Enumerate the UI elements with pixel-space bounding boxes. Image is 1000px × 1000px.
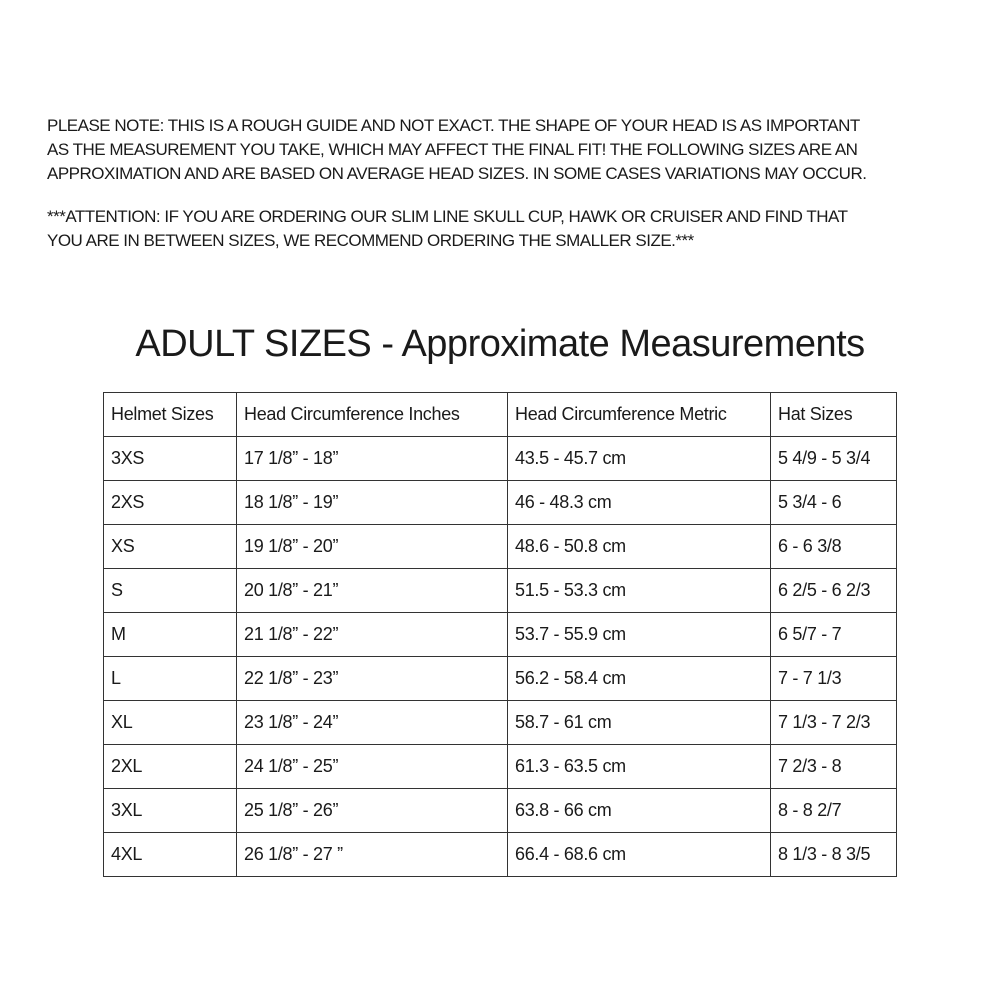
cell-metric: 58.7 - 61 cm xyxy=(508,701,771,745)
cell-metric: 56.2 - 58.4 cm xyxy=(508,657,771,701)
cell-inches: 25 1/8” - 26” xyxy=(237,789,508,833)
cell-inches: 22 1/8” - 23” xyxy=(237,657,508,701)
cell-hat-size: 8 1/3 - 8 3/5 xyxy=(771,833,897,877)
cell-helmet-size: XS xyxy=(104,525,237,569)
cell-helmet-size: M xyxy=(104,613,237,657)
cell-hat-size: 7 2/3 - 8 xyxy=(771,745,897,789)
cell-metric: 46 - 48.3 cm xyxy=(508,481,771,525)
table-row xyxy=(104,789,897,833)
table-row xyxy=(104,745,897,789)
cell-helmet-size: 2XS xyxy=(104,481,237,525)
cell-hat-size: 5 3/4 - 6 xyxy=(771,481,897,525)
cell-hat-size: 6 5/7 - 7 xyxy=(771,613,897,657)
cell-metric: 66.4 - 68.6 cm xyxy=(508,833,771,877)
cell-helmet-size: L xyxy=(104,657,237,701)
cell-hat-size: 5 4/9 - 5 3/4 xyxy=(771,437,897,481)
cell-inches: 26 1/8” - 27 ” xyxy=(237,833,508,877)
header-hat-sizes: Hat Sizes xyxy=(771,393,897,437)
table-header-row xyxy=(104,393,897,437)
table-row xyxy=(104,437,897,481)
note-line: PLEASE NOTE: THIS IS A ROUGH GUIDE AND NOT EXACT. THE SHAPE OF YOUR HEAD IS AS IMPORTANT xyxy=(47,116,860,135)
table-row xyxy=(104,833,897,877)
table-row xyxy=(104,525,897,569)
header-head-circumference-metric: Head Circumference Metric xyxy=(508,393,771,437)
note-line: YOU ARE IN BETWEEN SIZES, WE RECOMMEND ORDERING THE SMALLER SIZE.*** xyxy=(47,231,694,250)
attention-note xyxy=(47,205,967,253)
cell-metric: 48.6 - 50.8 cm xyxy=(508,525,771,569)
cell-inches: 17 1/8” - 18” xyxy=(237,437,508,481)
table-row xyxy=(104,481,897,525)
cell-metric: 61.3 - 63.5 cm xyxy=(508,745,771,789)
table-row xyxy=(104,657,897,701)
cell-metric: 43.5 - 45.7 cm xyxy=(508,437,771,481)
cell-helmet-size: S xyxy=(104,569,237,613)
cell-helmet-size: XL xyxy=(104,701,237,745)
size-chart-table xyxy=(103,392,897,877)
cell-helmet-size: 3XS xyxy=(104,437,237,481)
cell-hat-size: 6 - 6 3/8 xyxy=(771,525,897,569)
cell-inches: 19 1/8” - 20” xyxy=(237,525,508,569)
fit-disclaimer-note xyxy=(47,114,967,186)
cell-helmet-size: 2XL xyxy=(104,745,237,789)
cell-hat-size: 7 1/3 - 7 2/3 xyxy=(771,701,897,745)
note-line: APPROXIMATION AND ARE BASED ON AVERAGE HEAD SIZES. IN SOME CASES VARIATIONS MAY OCCUR. xyxy=(47,164,867,183)
cell-helmet-size: 3XL xyxy=(104,789,237,833)
cell-metric: 53.7 - 55.9 cm xyxy=(508,613,771,657)
cell-helmet-size: 4XL xyxy=(104,833,237,877)
table-row xyxy=(104,701,897,745)
header-helmet-sizes: Helmet Sizes xyxy=(104,393,237,437)
table-row xyxy=(104,613,897,657)
size-chart-title: ADULT SIZES - Approximate Measurements xyxy=(135,323,865,365)
cell-inches: 20 1/8” - 21” xyxy=(237,569,508,613)
cell-inches: 18 1/8” - 19” xyxy=(237,481,508,525)
cell-hat-size: 6 2/5 - 6 2/3 xyxy=(771,569,897,613)
cell-inches: 21 1/8” - 22” xyxy=(237,613,508,657)
cell-hat-size: 7 - 7 1/3 xyxy=(771,657,897,701)
cell-hat-size: 8 - 8 2/7 xyxy=(771,789,897,833)
table-row xyxy=(104,569,897,613)
cell-inches: 23 1/8” - 24” xyxy=(237,701,508,745)
note-line: AS THE MEASUREMENT YOU TAKE, WHICH MAY AFFECT THE FINAL FIT! THE FOLLOWING SIZES ARE AN xyxy=(47,140,858,159)
note-line: ***ATTENTION: IF YOU ARE ORDERING OUR SLIM LINE SKULL CUP, HAWK OR CRUISER AND FIND THAT xyxy=(47,207,848,226)
cell-inches: 24 1/8” - 25” xyxy=(237,745,508,789)
cell-metric: 51.5 - 53.3 cm xyxy=(508,569,771,613)
header-head-circumference-inches: Head Circumference Inches xyxy=(237,393,508,437)
cell-metric: 63.8 - 66 cm xyxy=(508,789,771,833)
